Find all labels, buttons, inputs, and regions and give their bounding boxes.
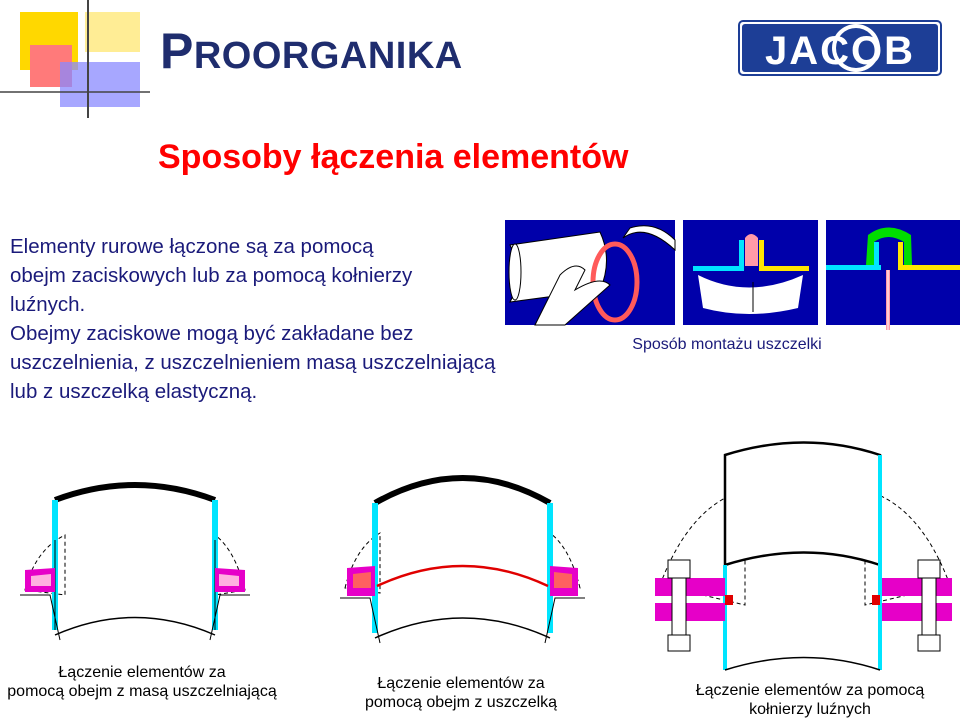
paragraph-line: obejm zaciskowych lub za pomocą kołnierzy xyxy=(10,264,413,287)
paragraph-line: lub z uszczelką elastyczną. xyxy=(10,380,258,403)
mount-panel-hand xyxy=(505,220,675,325)
mount-panel-green-gasket xyxy=(826,220,960,335)
diagram-loose-flanges xyxy=(650,445,960,685)
caption-line: pomocą obejm z uszczelką xyxy=(364,694,558,711)
paragraph-line: Elementy rurowe łączone są za pomocą xyxy=(10,235,374,258)
diagram-clamp-sealant xyxy=(15,480,265,660)
diagram-clamp-gasket xyxy=(335,468,595,658)
paragraph-line: luźnych. xyxy=(10,293,86,316)
caption-line: Łączenie elementów za pomocą xyxy=(695,682,925,699)
brand-name: PROORGANIKA xyxy=(160,23,463,79)
caption-clamp-gasket xyxy=(330,674,592,712)
caption-line: Łączenie elementów za xyxy=(377,675,545,692)
page-title: Sposoby łączenia elementów xyxy=(158,138,629,176)
corner-decoration xyxy=(0,0,160,120)
caption-loose-flanges xyxy=(670,681,950,719)
paragraph-line: uszczelnienia, z uszczelnieniem masą uszczelniającą xyxy=(10,351,496,374)
logo-text: JACOB xyxy=(764,29,916,73)
paragraph-line: Obejmy zaciskowe mogą być zakładane bez xyxy=(10,322,414,345)
mount-caption: Sposób montażu uszczelki xyxy=(632,336,822,353)
caption-line: kołnierzy luźnych xyxy=(749,701,871,718)
caption-line: pomocą obejm z masą uszczelniającą xyxy=(7,683,277,700)
jacob-logo xyxy=(738,20,942,76)
caption-clamp-sealant xyxy=(0,663,284,701)
caption-line: Łączenie elementów za xyxy=(58,664,226,681)
mount-panel-cyan-yellow xyxy=(683,220,818,325)
